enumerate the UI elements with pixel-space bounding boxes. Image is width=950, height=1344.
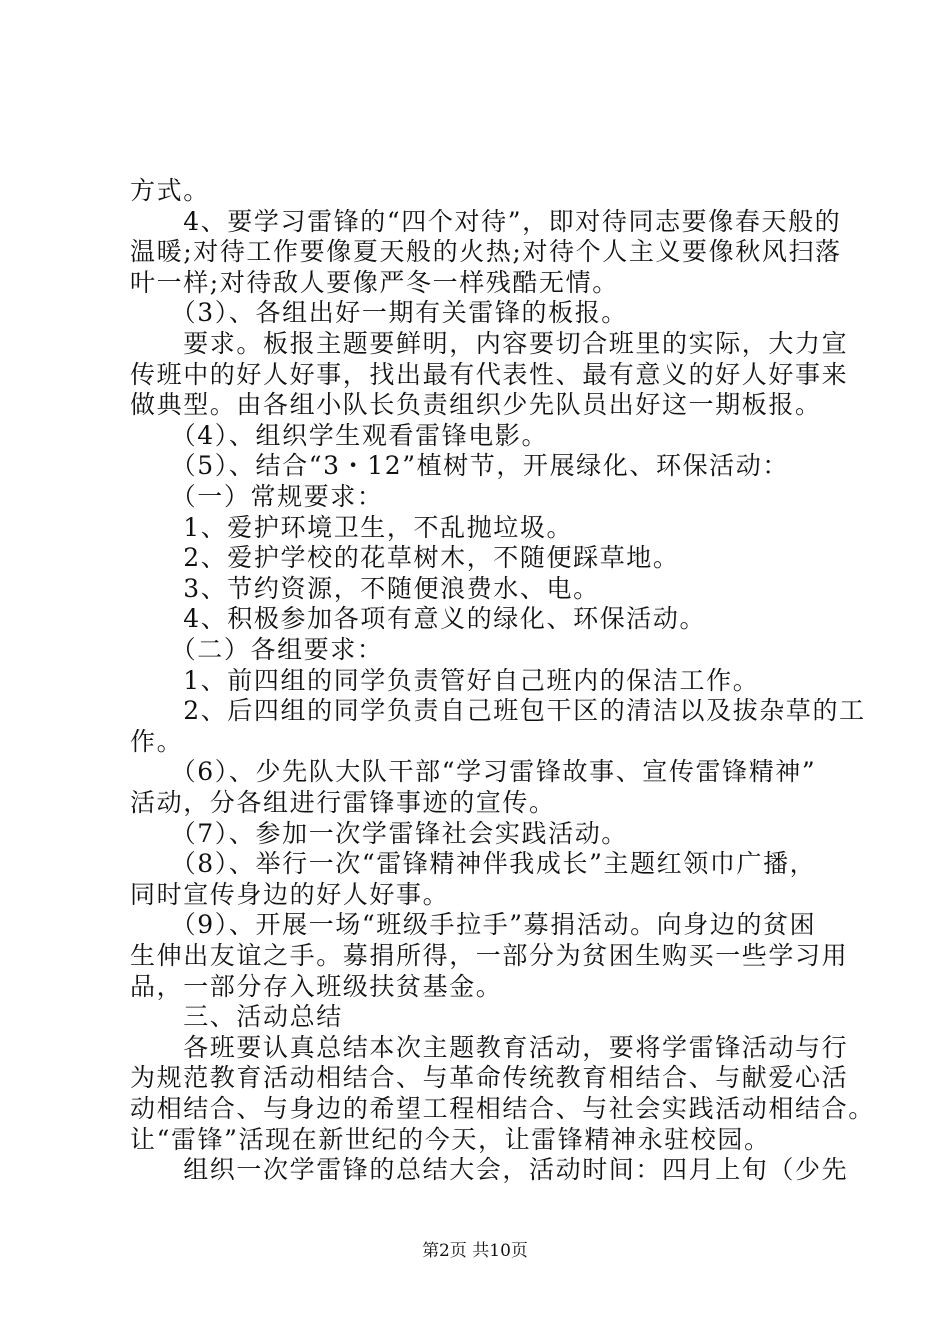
body-line: 各班要认真总结本次主题教育活动，要将学雷锋活动与行 [130, 1032, 849, 1062]
body-line: （7）、参加一次学雷锋社会实践活动。 [130, 818, 628, 848]
body-line: 品，一部分存入班级扶贫基金。 [130, 971, 503, 1001]
body-line: 叶一样;对待敌人要像严冬一样残酷无情。 [130, 267, 619, 297]
body-line: 同时宣传身边的好人好事。 [130, 879, 450, 909]
body-line: （6）、少先队大队干部“学习雷锋故事、宣传雷锋精神” [130, 757, 817, 787]
body-line: （8）、举行一次“雷锋精神伴我成长”主题红领巾广播， [130, 849, 817, 879]
body-line: （9）、开展一场“班级手拉手”募捐活动。向身边的贫困 [130, 910, 817, 940]
body-line: （4）、组织学生观看雷锋电影。 [130, 420, 549, 450]
body-line: 1、爱护环境卫生，不乱抛垃圾。 [130, 512, 574, 542]
body-line: 动相结合、与身边的希望工程相结合、与社会实践活动相结合。 [130, 1094, 875, 1123]
body-line: （二）各组要求： [130, 635, 384, 664]
body-line: 2、后四组的同学负责自己班包干区的清洁以及拔杂草的工 [130, 696, 866, 726]
body-line: 让“雷锋”活现在新世纪的今天，让雷锋精神永驻校园。 [130, 1124, 771, 1154]
body-line: 三、活动总结 [130, 1002, 343, 1032]
body-line: 要求。板报主题要鲜明，内容要切合班里的实际，大力宣 [130, 329, 849, 358]
body-line: 2、爱护学校的花草树木，不随便踩草地。 [130, 543, 680, 573]
body-line: 4、要学习雷锋的“四个对待”，即对待同志要像春天般的 [130, 206, 842, 236]
body-line: 作。 [130, 726, 184, 756]
body-line: 为规范教育活动相结合、与革命传统教育相结合、与献爱心活 [130, 1063, 849, 1093]
body-line: 3、节约资源，不随便浪费水、电。 [130, 573, 600, 603]
body-line: 方式。 [130, 176, 210, 205]
body-line: 传班中的好人好事，找出最有代表性、最有意义的好人好事来 [130, 359, 849, 389]
page-footer: 第2页 共10页 [422, 1241, 528, 1261]
body-line: 温暖;对待工作要像夏天般的火热;对待个人主义要像秋风扫落 [130, 237, 842, 267]
body-line: 1、前四组的同学负责管好自己班内的保洁工作。 [130, 665, 760, 695]
body-line: 生伸出友谊之手。募捐所得，一部分为贫困生购买一些学习用 [130, 941, 849, 970]
body-line: 做典型。由各组小队长负责组织少先队员出好这一期板报。 [130, 390, 822, 420]
body-line: （一）常规要求： [130, 482, 384, 511]
body-line: （3）、各组出好一期有关雷锋的板报。 [130, 298, 628, 328]
body-line: （5）、结合“3・12”植树节，开展绿化、环保活动： [130, 451, 789, 481]
body-line: 活动，分各组进行雷锋事迹的宣传。 [130, 788, 556, 817]
body-line: 组织一次学雷锋的总结大会，活动时间：四月上旬（少先 [130, 1155, 849, 1185]
body-line: 4、积极参加各项有意义的绿化、环保活动。 [130, 604, 707, 634]
